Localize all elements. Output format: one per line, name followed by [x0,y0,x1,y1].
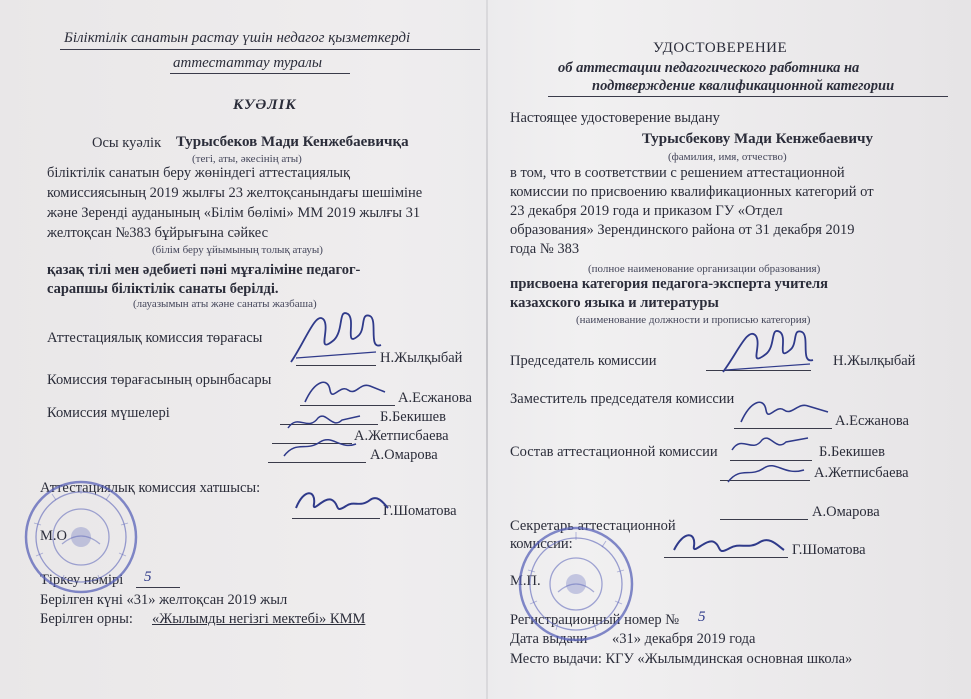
left-header-rule2 [170,73,350,74]
left-sig-name-3: Б.Бекишев [380,409,446,425]
right-category-caption: (наименование должности и прописью категория) [576,314,811,326]
signature-deputy-left [300,372,390,412]
left-person-name: Турысбеков Мади Кенжебаевичқа [176,134,409,150]
left-mo: М.О [40,528,67,544]
left-secretary-role: Аттестациялық комиссия хатшысы: [40,480,261,496]
left-body-line-1: біліктілік санатын беру жөніндегі аттестациялық [47,165,351,181]
right-person-name: Турысбекову Мади Кенжебаевичу [642,131,873,147]
left-org-caption: (білім беру ұйымының толық атауы) [152,244,323,256]
left-body-line-2: комиссиясының 2019 жылғы 23 желтоқсанындағы шешіміне [47,185,423,201]
right-body-line-5: года № 383 [510,241,580,257]
right-body-line-2: комиссии по присвоению квалификационных категорий от [510,184,874,200]
right-org-caption: (полное наименование организации образования) [588,263,821,275]
right-issued-date: «31» декабря 2019 года [612,631,756,647]
signature-secretary-left [290,478,390,523]
left-header-line1: Біліктілік санатын растау үшін недагог қызметкерді [64,30,411,46]
right-category-line2: казахского языка и литературы [510,295,719,311]
right-issued-place: Место выдачи: КГУ «Жылымдинская основная школа» [510,651,853,667]
signature-members-left [280,408,380,463]
left-header-rule [60,49,480,50]
official-stamp-left [22,478,140,596]
left-category-caption: (лауазымын аты және санаты жазбаша) [133,298,317,310]
left-category-line2: сарапшы біліктілік санаты берілді. [47,281,279,297]
right-subtitle-line1: об аттестации педагогического работника на [558,60,860,76]
signature-chairman-right [718,320,818,380]
left-intro-prefix: Осы куәлік [92,135,162,151]
left-secretary-name: Г.Шоматова [383,503,457,519]
right-intro: Настоящее удостоверение выдану [510,110,720,126]
right-body-line-4: образования» Зерендинского района от 31 декабря 2019 [510,222,855,238]
left-sig-name-1: Н.Жылқыбай [380,350,463,366]
left-category-line1: қазақ тілі мен әдебиеті пәні мұғаліміне педагог- [47,262,361,278]
left-sig-name-4: А.Жетписбаева [354,428,449,444]
right-secretary-name: Г.Шоматова [792,542,866,558]
signature-chairman-left [286,300,386,370]
left-issued-date: Берілген күні «31» желтоқсан 2019 жыл [40,592,288,608]
left-sig-role-1: Аттестациялық комиссия төрағасы [47,330,263,346]
left-body-line-3: және Зеренді ауданының «Білім бөлімі» ММ 2019 жылғы 31 [47,205,421,221]
left-title: КУӘЛІК [233,97,297,113]
left-issued-place-label: Берілген орны: [40,611,133,627]
right-category-line1: присвоена категория педагога-эксперта учителя [510,276,828,292]
left-reg-line [136,587,180,588]
right-title: УДОСТОВЕРЕНИЕ [653,40,788,56]
right-sig-name-4: А.Жетписбаева [814,465,909,481]
right-issued-date-label: Дата выдачи [510,631,588,647]
right-sig-role-2: Заместитель председателя комиссии [510,391,735,407]
left-header-line2: аттестаттау туралы [173,55,322,71]
left-sig-role-3: Комиссия мүшелері [47,405,170,421]
left-sig-name-2: А.Есжанова [398,390,472,406]
left-person-caption: (тегі, аты, әкесінің аты) [192,153,302,165]
signature-deputy-right [736,392,836,432]
right-reg-number: 5 [698,609,706,625]
right-subtitle-line2: подтверждение квалификационной категории [592,78,895,94]
right-secretary-role-line1: Секретарь аттестационной [510,518,676,534]
official-stamp-right [516,524,636,644]
right-sig-name-1: Н.Жылқыбай [833,353,916,369]
right-person-caption: (фамилия, имя, отчество) [668,151,787,163]
right-sig-name-3: Б.Бекишев [819,444,885,460]
left-body-line-4: желтоқсан №383 бұйрығына сәйкес [47,225,269,241]
left-issued-place: «Жылымды негізгі мектебі» КММ [152,611,366,627]
left-reg-label: Тіркеу нөмірі [40,572,124,588]
right-sig-role-1: Председатель комиссии [510,353,657,369]
left-sig-role-2: Комиссия төрағасының орынбасары [47,372,272,388]
right-sig-role-3: Состав аттестационной комиссии [510,444,718,460]
left-reg-number: 5 [144,569,152,585]
right-secretary-role-line2: комиссии: [510,536,573,552]
left-sig-name-5: А.Омарова [370,447,438,463]
signature-secretary-right [668,520,788,562]
right-sig-name-2: А.Есжанова [835,413,909,429]
right-page-russian [488,0,971,699]
right-reg-label: Регистрационный номер № [510,612,680,628]
right-subtitle-rule [548,96,948,97]
signature-members-right [724,428,824,488]
right-body-line-3: 23 декабря 2019 года и приказом ГУ «Отдел [510,203,783,219]
right-body-line-1: в том, что в соответствии с решением аттестационной [510,165,845,181]
right-sig-name-5: А.Омарова [812,504,880,520]
right-mp: М.П. [510,573,541,589]
